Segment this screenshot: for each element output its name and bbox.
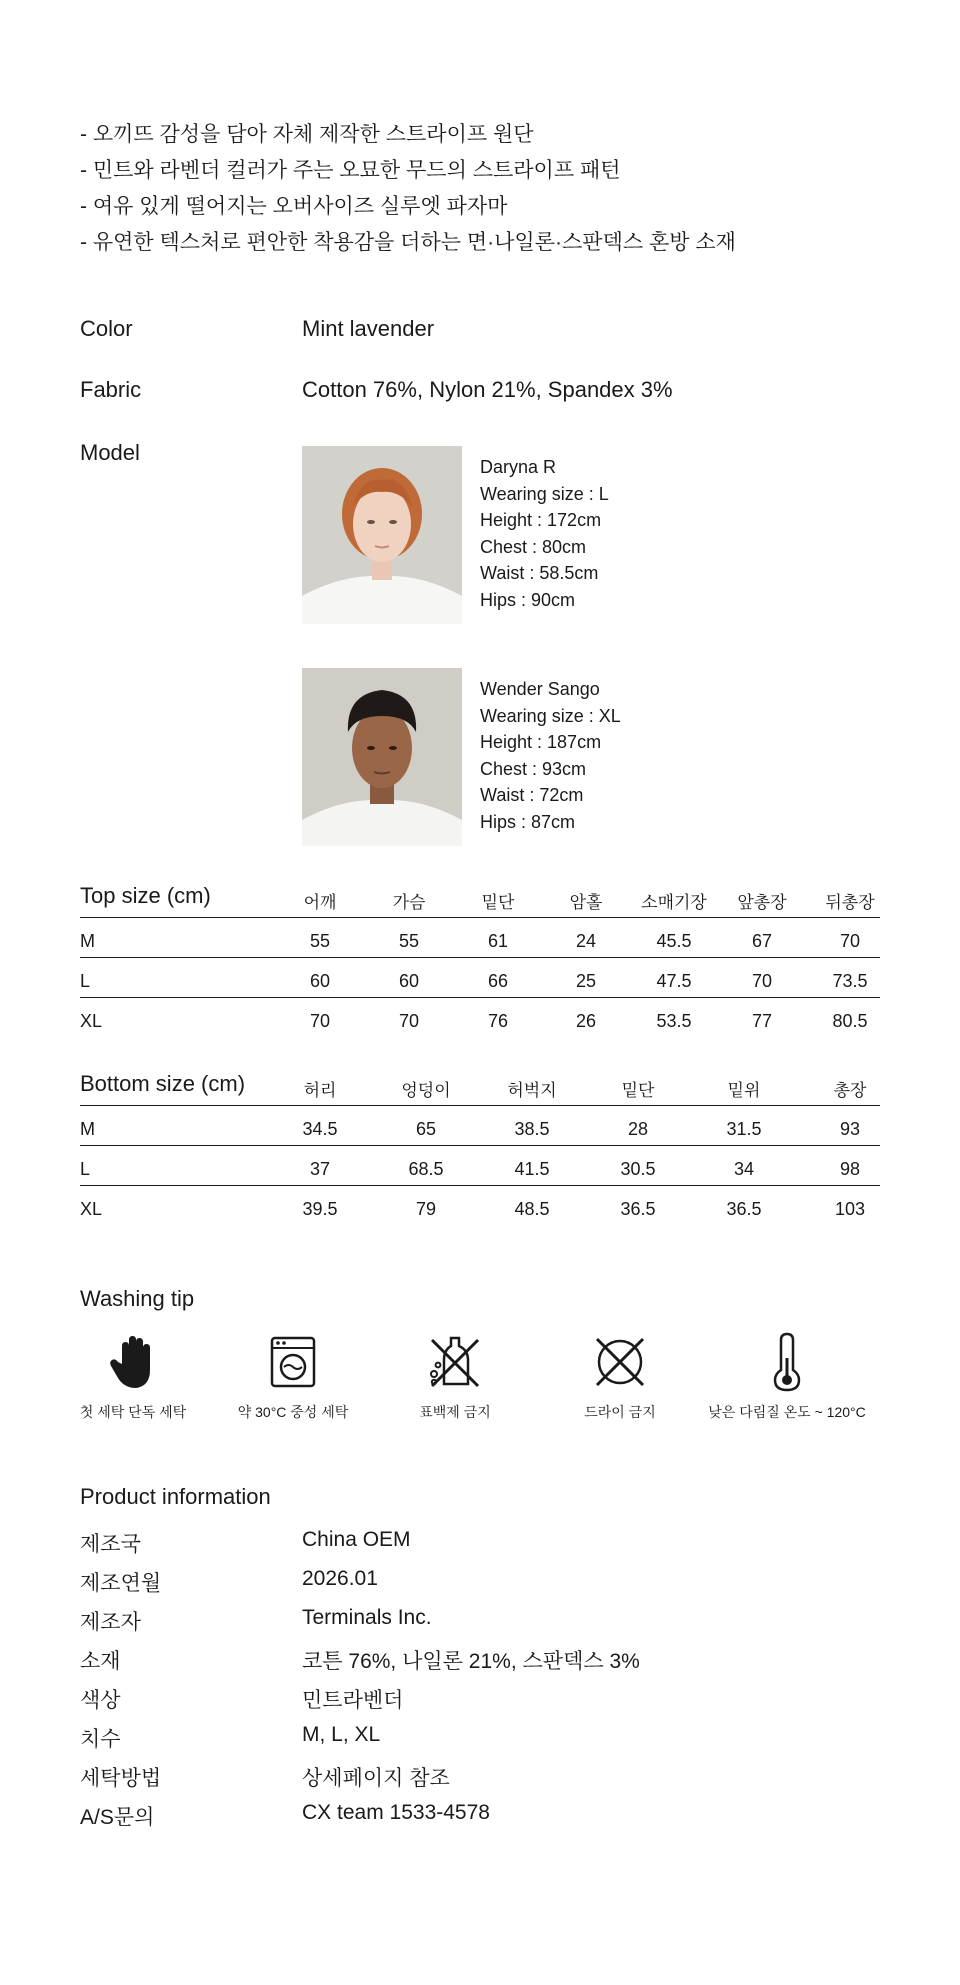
wash-item — [697, 1330, 877, 1422]
model-waist: Waist : 58.5cm — [480, 563, 599, 584]
bullet-item: - 오끼뜨 감성을 담아 자체 제작한 스트라이프 원단 — [80, 123, 534, 146]
column-header: 가슴 — [392, 893, 426, 912]
table-title: Top size (cm) — [80, 883, 211, 908]
washing-machine-icon — [203, 1330, 383, 1394]
info-value: M, L, XL — [302, 1723, 381, 1746]
table-cell: 68.5 — [408, 1159, 444, 1179]
column-header: 허벅지 — [507, 1081, 557, 1100]
size-label: XL — [80, 1199, 103, 1219]
column-header: 밑위 — [727, 1081, 761, 1100]
column-header: 암홀 — [569, 893, 603, 912]
model-height: Height : 172cm — [480, 510, 602, 531]
bullet-item: - 여유 있게 떨어지는 오버사이즈 실루엣 파자마 — [80, 195, 508, 218]
table-cell: 26 — [575, 1011, 597, 1031]
wash-item — [365, 1330, 545, 1422]
table-row — [80, 1146, 880, 1186]
table-cell: 47.5 — [656, 971, 692, 991]
model-card — [302, 446, 632, 626]
no-bleach-icon — [365, 1330, 545, 1394]
table-row — [80, 958, 880, 998]
table-cell: 70 — [839, 931, 861, 951]
size-label: L — [80, 971, 91, 991]
table-cell: 55 — [309, 931, 331, 951]
table-row — [80, 918, 880, 958]
table-row — [80, 1106, 880, 1146]
model-card — [302, 668, 632, 848]
size-label: XL — [80, 1011, 103, 1031]
wash-item — [203, 1330, 383, 1422]
table-cell: 73.5 — [832, 971, 868, 991]
color-label: Color — [80, 316, 133, 341]
table-cell: 98 — [839, 1159, 861, 1179]
wash-label: 낮은 다림질 온도 ~ 120°C — [708, 1404, 866, 1420]
wash-label: 첫 세탁 단독 세탁 — [79, 1404, 187, 1420]
table-cell: 28 — [627, 1119, 649, 1139]
table-header — [80, 1066, 880, 1106]
info-value: 코튼 76%, 나일론 21%, 스판덱스 3% — [302, 1650, 640, 1673]
info-key: 색상 — [80, 1689, 121, 1712]
model-wearing-size: Wearing size : L — [480, 483, 609, 504]
washing-tip-title: Washing tip — [80, 1286, 195, 1311]
info-key: 소재 — [80, 1650, 121, 1673]
model-hips: Hips : 90cm — [480, 589, 576, 610]
size-label: M — [80, 1119, 95, 1139]
model-waist: Waist : 72cm — [480, 785, 584, 806]
info-value: 민트라벤더 — [302, 1689, 404, 1712]
wash-item — [43, 1330, 223, 1422]
table-cell: 93 — [839, 1119, 861, 1139]
column-header: 허리 — [303, 1081, 337, 1100]
info-value: 2026.01 — [302, 1567, 378, 1590]
wash-label: 표백제 금지 — [419, 1404, 491, 1420]
info-key: 치수 — [80, 1728, 121, 1751]
table-title: Bottom size (cm) — [80, 1071, 246, 1096]
column-header: 밑단 — [481, 893, 515, 912]
bullet-item: - 유연한 텍스처로 편안한 착용감을 더하는 면·나일론·스판덱스 혼방 소재 — [80, 231, 736, 254]
info-key: 제조자 — [80, 1611, 141, 1634]
model-label: Model — [80, 440, 140, 465]
table-cell: 70 — [398, 1011, 420, 1031]
table-cell: 45.5 — [656, 931, 692, 951]
size-label: M — [80, 931, 95, 951]
table-cell: 67 — [751, 931, 773, 951]
color-value: Mint lavender — [302, 316, 435, 341]
column-header: 소매기장 — [641, 893, 707, 912]
column-header: 어깨 — [303, 893, 337, 912]
table-cell: 60 — [398, 971, 420, 991]
description-bullets — [80, 117, 736, 261]
size-label: L — [80, 1159, 91, 1179]
table-cell: 36.5 — [726, 1199, 762, 1219]
table-cell: 61 — [487, 931, 509, 951]
model-photo — [302, 668, 462, 846]
model-info — [480, 454, 609, 614]
top-size-table — [80, 878, 880, 1038]
table-cell: 103 — [834, 1199, 866, 1219]
table-cell: 25 — [575, 971, 597, 991]
no-dry-clean-icon — [530, 1330, 710, 1394]
table-cell: 77 — [751, 1011, 773, 1031]
table-cell: 39.5 — [302, 1199, 338, 1219]
table-cell: 79 — [415, 1199, 437, 1219]
table-cell: 24 — [575, 931, 597, 951]
table-cell: 53.5 — [656, 1011, 692, 1031]
table-cell: 65 — [415, 1119, 437, 1139]
bottom-size-table — [80, 1066, 880, 1226]
fabric-label: Fabric — [80, 377, 142, 402]
info-key: 세탁방법 — [80, 1767, 162, 1790]
info-value: Terminals Inc. — [302, 1606, 432, 1629]
model-wearing-size: Wearing size : XL — [480, 705, 621, 726]
model-hips: Hips : 87cm — [480, 811, 576, 832]
table-cell: 41.5 — [514, 1159, 550, 1179]
model-name: Daryna R — [480, 457, 557, 477]
table-cell: 66 — [487, 971, 509, 991]
column-header: 밑단 — [621, 1081, 655, 1100]
info-value: 상세페이지 참조 — [302, 1767, 450, 1790]
table-header — [80, 878, 880, 918]
column-header: 앞총장 — [737, 893, 787, 912]
model-chest: Chest : 80cm — [480, 536, 587, 557]
info-key: 제조국 — [80, 1533, 141, 1556]
bullet-item: - 민트와 라벤더 컬러가 주는 오묘한 무드의 스트라이프 패턴 — [80, 159, 621, 182]
table-cell: 70 — [751, 971, 773, 991]
wash-label: 약 30°C 중성 세탁 — [237, 1404, 349, 1420]
table-cell: 48.5 — [514, 1199, 550, 1219]
model-photo — [302, 446, 462, 624]
table-row — [80, 1186, 880, 1226]
table-row — [80, 998, 880, 1038]
table-cell: 76 — [487, 1011, 509, 1031]
table-cell: 60 — [309, 971, 331, 991]
column-header: 엉덩이 — [401, 1081, 451, 1100]
table-cell: 31.5 — [726, 1119, 762, 1139]
table-cell: 80.5 — [832, 1011, 868, 1031]
table-cell: 37 — [309, 1159, 331, 1179]
table-cell: 55 — [398, 931, 420, 951]
info-key: A/S문의 — [80, 1806, 155, 1829]
column-header: 총장 — [833, 1081, 867, 1100]
model-info — [480, 676, 621, 836]
fabric-value: Cotton 76%, Nylon 21%, Spandex 3% — [302, 377, 673, 402]
column-header: 뒤총장 — [825, 893, 875, 912]
info-key: 제조연월 — [80, 1572, 162, 1595]
table-cell: 70 — [309, 1011, 331, 1031]
table-cell: 36.5 — [620, 1199, 656, 1219]
table-cell: 38.5 — [514, 1119, 550, 1139]
thermometer-icon — [697, 1330, 877, 1394]
table-cell: 34.5 — [302, 1119, 338, 1139]
wash-item — [530, 1330, 710, 1422]
model-name: Wender Sango — [480, 679, 600, 699]
table-cell: 30.5 — [620, 1159, 656, 1179]
hand-wash-icon — [43, 1330, 223, 1394]
model-height: Height : 187cm — [480, 732, 602, 753]
info-value: China OEM — [302, 1528, 411, 1551]
product-info-title: Product information — [80, 1484, 271, 1509]
wash-label: 드라이 금지 — [584, 1404, 656, 1420]
info-value: CX team 1533-4578 — [302, 1801, 490, 1824]
table-cell: 34 — [733, 1159, 755, 1179]
model-chest: Chest : 93cm — [480, 758, 587, 779]
